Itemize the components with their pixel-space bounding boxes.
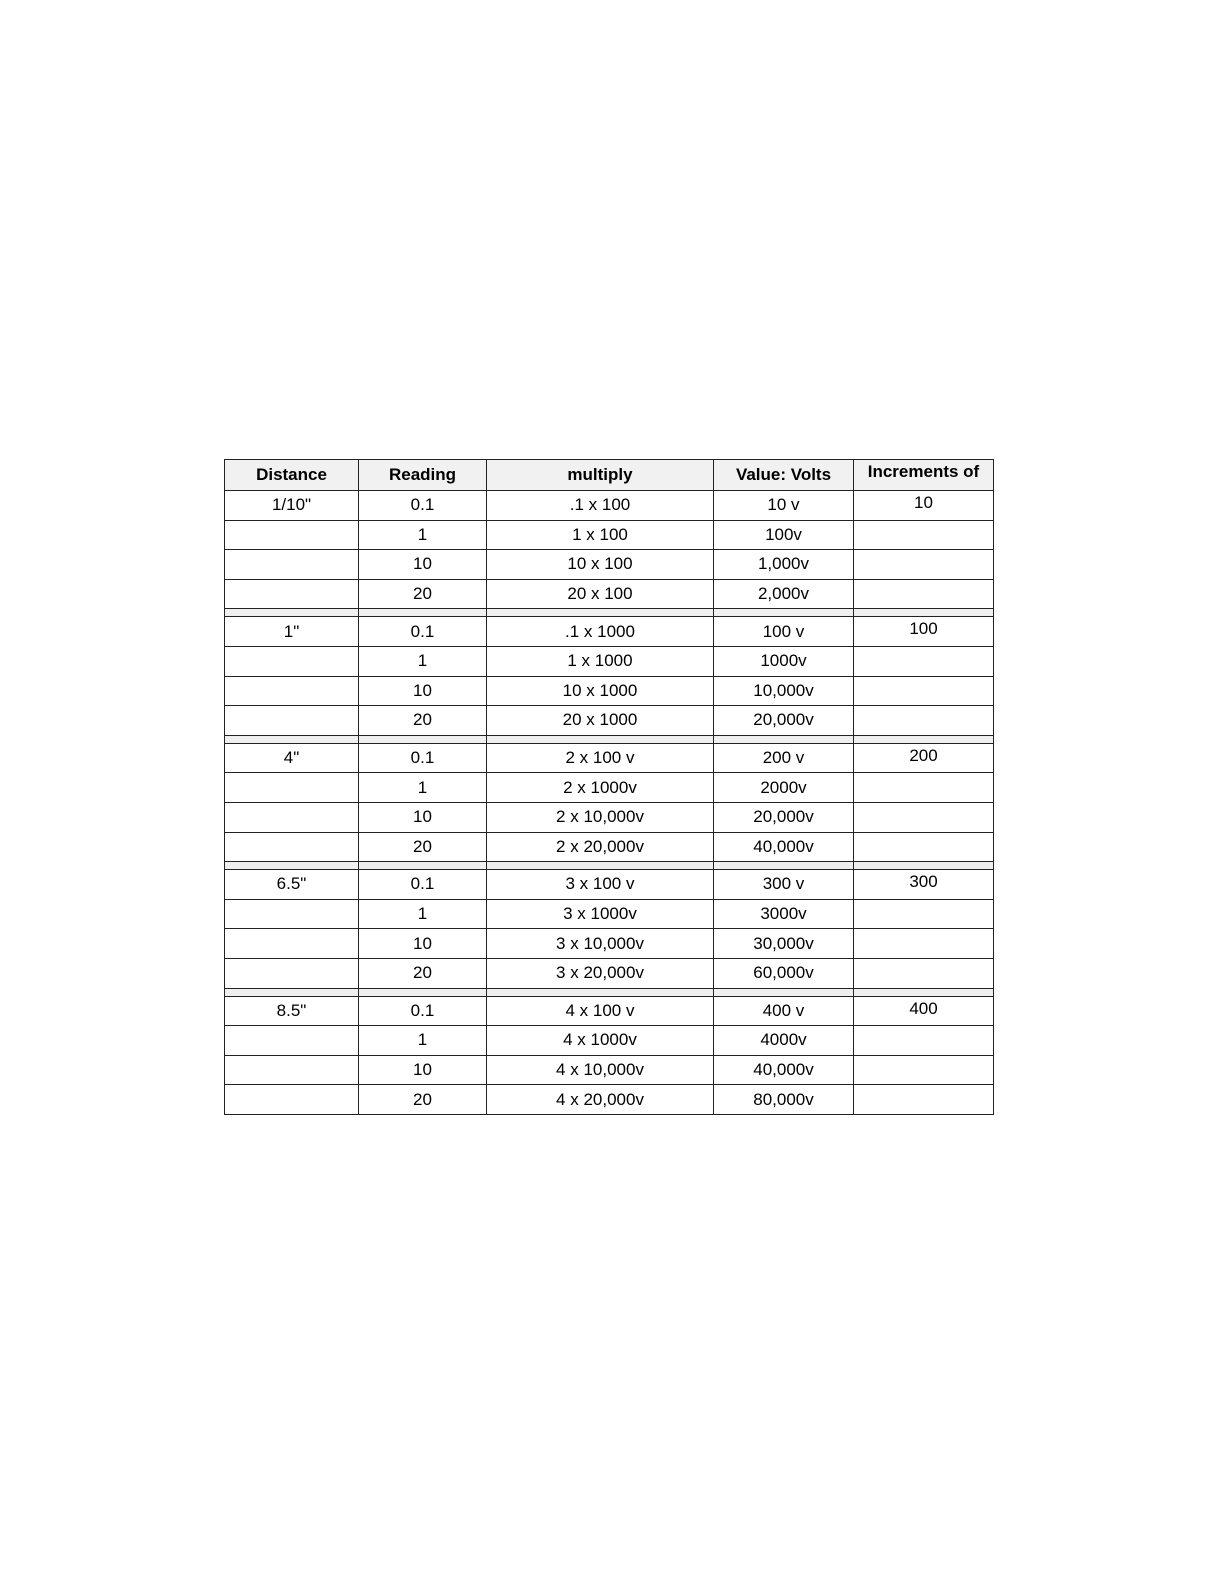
reading-cell: 20 (359, 832, 487, 862)
reading-cell: 1 (359, 1026, 487, 1056)
separator-cell (225, 988, 359, 996)
value-volts-cell: 20,000v (714, 802, 854, 832)
increment-cell: 10 (854, 491, 994, 521)
distance-cell: 8.5" (225, 996, 359, 1026)
reading-cell: 10 (359, 550, 487, 580)
separator-cell (225, 609, 359, 617)
group-separator-row (225, 609, 994, 617)
value-volts-cell: 3000v (714, 899, 854, 929)
reading-cell: 0.1 (359, 491, 487, 521)
multiply-cell: 4 x 1000v (487, 1026, 714, 1056)
value-volts-cell: 100 v (714, 617, 854, 647)
separator-cell (225, 862, 359, 870)
separator-cell (854, 609, 994, 617)
separator-cell (714, 609, 854, 617)
value-volts-cell: 1,000v (714, 550, 854, 580)
separator-cell (714, 988, 854, 996)
distance-cell: 1" (225, 617, 359, 647)
voltage-table (224, 459, 994, 1115)
increment-cell (854, 1055, 994, 1085)
table-row (225, 491, 994, 521)
separator-cell (714, 862, 854, 870)
increment-cell (854, 550, 994, 580)
reading-cell: 1 (359, 773, 487, 803)
multiply-cell: 20 x 100 (487, 579, 714, 609)
separator-cell (854, 988, 994, 996)
distance-cell (225, 1026, 359, 1056)
value-volts-cell: 300 v (714, 870, 854, 900)
multiply-cell: 3 x 20,000v (487, 958, 714, 988)
header-distance: Distance (225, 460, 359, 491)
reading-cell: 0.1 (359, 870, 487, 900)
increment-cell (854, 929, 994, 959)
table-row (225, 646, 994, 676)
multiply-cell: 2 x 20,000v (487, 832, 714, 862)
increment-cell (854, 579, 994, 609)
table-row (225, 1085, 994, 1115)
distance-cell (225, 1055, 359, 1085)
separator-cell (854, 862, 994, 870)
separator-cell (359, 609, 487, 617)
group-separator-row (225, 988, 994, 996)
increment-cell: 400 (854, 996, 994, 1026)
distance-cell (225, 773, 359, 803)
value-volts-cell: 2,000v (714, 579, 854, 609)
value-volts-cell: 30,000v (714, 929, 854, 959)
value-volts-cell: 40,000v (714, 832, 854, 862)
group-separator-row (225, 862, 994, 870)
multiply-cell: 2 x 100 v (487, 743, 714, 773)
increment-cell (854, 520, 994, 550)
separator-cell (359, 735, 487, 743)
value-volts-cell: 400 v (714, 996, 854, 1026)
table-row (225, 706, 994, 736)
distance-cell (225, 899, 359, 929)
table-row (225, 773, 994, 803)
table-row (225, 1026, 994, 1056)
table-row (225, 870, 994, 900)
separator-cell (854, 735, 994, 743)
table-row (225, 743, 994, 773)
separator-cell (359, 988, 487, 996)
multiply-cell: .1 x 1000 (487, 617, 714, 647)
table-row (225, 929, 994, 959)
header-increments-of: Increments of (854, 460, 994, 491)
reading-cell: 20 (359, 706, 487, 736)
reading-cell: 10 (359, 929, 487, 959)
multiply-cell: 10 x 100 (487, 550, 714, 580)
reading-cell: 20 (359, 1085, 487, 1115)
multiply-cell: 2 x 1000v (487, 773, 714, 803)
table-row (225, 802, 994, 832)
separator-cell (487, 862, 714, 870)
value-volts-cell: 200 v (714, 743, 854, 773)
distance-cell (225, 802, 359, 832)
multiply-cell: 2 x 10,000v (487, 802, 714, 832)
reading-cell: 0.1 (359, 617, 487, 647)
multiply-cell: 3 x 1000v (487, 899, 714, 929)
multiply-cell: 3 x 10,000v (487, 929, 714, 959)
multiply-cell: 1 x 1000 (487, 646, 714, 676)
increment-cell (854, 832, 994, 862)
table-row (225, 899, 994, 929)
increment-cell (854, 899, 994, 929)
distance-cell (225, 550, 359, 580)
increment-cell: 300 (854, 870, 994, 900)
multiply-cell: 4 x 100 v (487, 996, 714, 1026)
table-header-row (225, 460, 994, 491)
reading-cell: 10 (359, 802, 487, 832)
increment-cell: 200 (854, 743, 994, 773)
header-reading: Reading (359, 460, 487, 491)
distance-cell: 1/10" (225, 491, 359, 521)
value-volts-cell: 100v (714, 520, 854, 550)
distance-cell (225, 929, 359, 959)
increment-cell (854, 1085, 994, 1115)
increment-cell (854, 958, 994, 988)
group-separator-row (225, 735, 994, 743)
reading-cell: 1 (359, 646, 487, 676)
table-row (225, 550, 994, 580)
reading-cell: 1 (359, 520, 487, 550)
separator-cell (487, 735, 714, 743)
value-volts-cell: 4000v (714, 1026, 854, 1056)
table-row (225, 832, 994, 862)
reading-cell: 0.1 (359, 996, 487, 1026)
header-value-volts: Value: Volts (714, 460, 854, 491)
reading-cell: 20 (359, 958, 487, 988)
reading-cell: 10 (359, 1055, 487, 1085)
separator-cell (487, 609, 714, 617)
distance-cell (225, 646, 359, 676)
multiply-cell: 4 x 20,000v (487, 1085, 714, 1115)
value-volts-cell: 2000v (714, 773, 854, 803)
distance-cell (225, 706, 359, 736)
table-row (225, 579, 994, 609)
value-volts-cell: 10,000v (714, 676, 854, 706)
increment-cell (854, 676, 994, 706)
distance-cell (225, 1085, 359, 1115)
table-row (225, 617, 994, 647)
increment-cell (854, 802, 994, 832)
reading-cell: 20 (359, 579, 487, 609)
table-row (225, 958, 994, 988)
distance-cell (225, 958, 359, 988)
reading-cell: 10 (359, 676, 487, 706)
table-row (225, 1055, 994, 1085)
separator-cell (714, 735, 854, 743)
distance-cell (225, 520, 359, 550)
value-volts-cell: 20,000v (714, 706, 854, 736)
value-volts-cell: 1000v (714, 646, 854, 676)
multiply-cell: 4 x 10,000v (487, 1055, 714, 1085)
multiply-cell: 1 x 100 (487, 520, 714, 550)
multiply-cell: .1 x 100 (487, 491, 714, 521)
table-body (225, 491, 994, 1115)
table-row (225, 676, 994, 706)
table-row (225, 520, 994, 550)
increment-cell: 100 (854, 617, 994, 647)
multiply-cell: 3 x 100 v (487, 870, 714, 900)
multiply-cell: 20 x 1000 (487, 706, 714, 736)
distance-cell: 4" (225, 743, 359, 773)
header-multiply: multiply (487, 460, 714, 491)
reading-cell: 0.1 (359, 743, 487, 773)
separator-cell (487, 988, 714, 996)
value-volts-cell: 10 v (714, 491, 854, 521)
increment-cell (854, 706, 994, 736)
distance-cell (225, 676, 359, 706)
value-volts-cell: 80,000v (714, 1085, 854, 1115)
distance-cell: 6.5" (225, 870, 359, 900)
value-volts-cell: 60,000v (714, 958, 854, 988)
increment-cell (854, 773, 994, 803)
separator-cell (359, 862, 487, 870)
distance-cell (225, 579, 359, 609)
table-row (225, 996, 994, 1026)
multiply-cell: 10 x 1000 (487, 676, 714, 706)
separator-cell (225, 735, 359, 743)
value-volts-cell: 40,000v (714, 1055, 854, 1085)
increment-cell (854, 646, 994, 676)
reading-cell: 1 (359, 899, 487, 929)
increment-cell (854, 1026, 994, 1056)
distance-cell (225, 832, 359, 862)
